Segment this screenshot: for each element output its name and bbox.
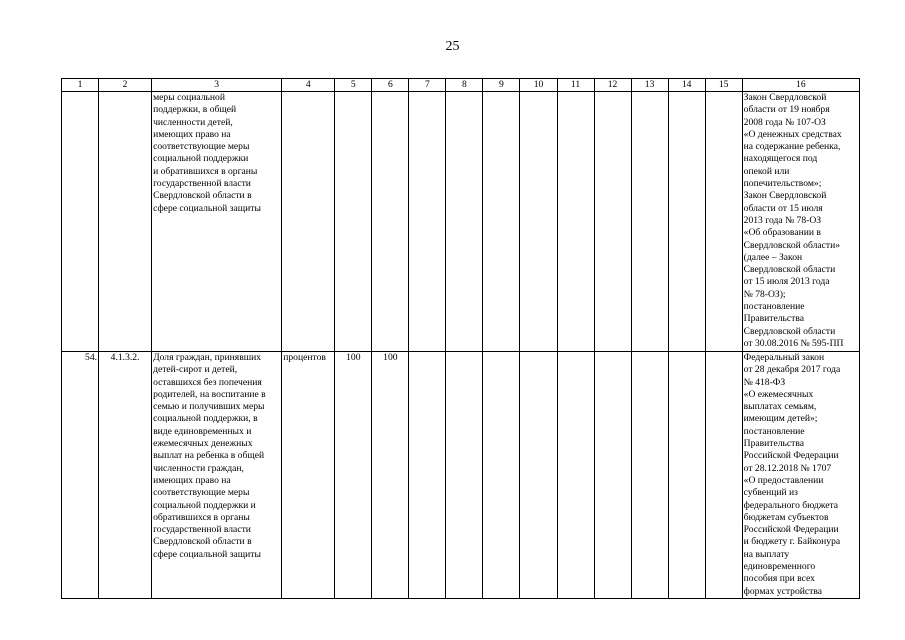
text-line: социальной поддержки и xyxy=(153,499,256,511)
text-line: от 28.12.2018 № 1707 xyxy=(743,462,832,474)
text-line: бюджетам субъектов xyxy=(743,511,829,523)
empty-cell xyxy=(446,352,483,599)
column-number: 11 xyxy=(557,79,594,92)
text-line: постановление xyxy=(743,425,805,437)
row-code: 4.1.3.2. xyxy=(99,352,152,599)
text-line: Федеральный закон xyxy=(743,352,825,363)
column-number: 3 xyxy=(152,79,282,92)
row-code xyxy=(99,92,152,352)
text-line: на содержание ребенка, xyxy=(743,141,841,153)
column-number: 1 xyxy=(62,79,99,92)
text-line: детей-сирот и детей, xyxy=(153,364,238,376)
column-number: 4 xyxy=(282,79,335,92)
column-number: 12 xyxy=(594,79,631,92)
empty-cell xyxy=(594,92,631,352)
text-line: социальной поддержки xyxy=(153,153,249,165)
column-number: 14 xyxy=(668,79,705,92)
text-line: попечительством»; xyxy=(743,178,822,190)
text-line: Российской Федерации xyxy=(743,524,839,536)
text-line: поддержки, в общей xyxy=(153,104,237,116)
text-line: соответствующие меры xyxy=(153,487,250,499)
text-line: № 78-ОЗ); xyxy=(743,288,786,300)
legal-basis xyxy=(742,92,859,352)
empty-cell xyxy=(631,92,668,352)
text-line: численности детей, xyxy=(153,116,233,128)
text-line: Свердловской области в xyxy=(153,190,252,202)
table-row xyxy=(62,92,860,352)
column-number: 5 xyxy=(335,79,372,92)
page-number: 25 xyxy=(445,39,460,54)
unit-cell: процентов xyxy=(282,352,335,599)
text-line: федерального бюджета xyxy=(743,499,839,511)
text-line: виде единовременных и xyxy=(153,425,252,437)
empty-cell xyxy=(631,352,668,599)
text-line: имеющих право на xyxy=(153,128,231,140)
text-line: Закон Свердловской xyxy=(743,92,827,103)
column-number: 15 xyxy=(705,79,742,92)
text-line: «О денежных средствах xyxy=(743,128,842,140)
text-line: сфере социальной защиты xyxy=(153,202,261,214)
text-line: области от 19 ноября xyxy=(743,104,830,116)
column-number: 9 xyxy=(483,79,520,92)
column-number: 10 xyxy=(520,79,557,92)
text-line: семью и получивших меры xyxy=(153,401,265,413)
indicator-description xyxy=(152,352,282,599)
text-line: от 30.08.2016 № 595-ПП xyxy=(743,337,844,349)
text-line: опекой или xyxy=(743,165,790,177)
text-line: сфере социальной защиты xyxy=(153,548,261,560)
text-line: находящегося под xyxy=(743,153,818,165)
text-line: Доля граждан, принявших xyxy=(153,352,262,363)
empty-cell xyxy=(668,352,705,599)
text-line: Свердловской области в xyxy=(153,536,252,548)
text-line: Свердловской области xyxy=(743,264,836,276)
text-line: и бюджету г. Байконура xyxy=(743,536,841,548)
unit-cell xyxy=(282,92,335,352)
text-line: «Об образовании в xyxy=(743,227,821,239)
text-line: Правительства xyxy=(743,438,805,450)
row-number xyxy=(62,92,99,352)
empty-cell xyxy=(557,352,594,599)
text-line: имеющим детей»; xyxy=(743,413,818,425)
text-line: Российской Федерации xyxy=(743,450,839,462)
text-line: и обратившихся в органы xyxy=(153,165,258,177)
text-line: государственной власти xyxy=(153,178,251,190)
legal-basis xyxy=(742,352,859,599)
text-line: на выплату xyxy=(743,548,790,560)
value-cell xyxy=(335,92,372,352)
text-line: соответствующие меры xyxy=(153,141,250,153)
empty-cell xyxy=(409,92,446,352)
text-line: имеющих право на xyxy=(153,474,231,486)
column-number: 7 xyxy=(409,79,446,92)
indicator-description xyxy=(152,92,282,352)
text-line: Правительства xyxy=(743,313,805,325)
empty-cell xyxy=(409,352,446,599)
text-line: 2008 года № 107-ОЗ xyxy=(743,116,826,128)
text-line: численности граждан, xyxy=(153,462,244,474)
text-line: «О предоставлении xyxy=(743,474,824,486)
column-number: 6 xyxy=(372,79,409,92)
text-line: Закон Свердловской xyxy=(743,190,827,202)
value-cell: 100 xyxy=(335,352,372,599)
text-line: 2013 года № 78-ОЗ xyxy=(743,214,822,226)
table-row xyxy=(62,352,860,599)
text-line: ежемесячных денежных xyxy=(153,438,253,450)
text-line: № 418-ФЗ xyxy=(743,376,786,388)
empty-cell xyxy=(483,92,520,352)
text-line: выплат на ребенка в общей xyxy=(153,450,265,462)
text-line: социальной поддержки, в xyxy=(153,413,258,425)
column-number: 13 xyxy=(631,79,668,92)
text-line: от 28 декабря 2017 года xyxy=(743,364,841,376)
text-line: выплатах семьям, xyxy=(743,401,817,413)
row-number: 54. xyxy=(62,352,99,599)
text-line: постановление xyxy=(743,301,805,313)
empty-cell xyxy=(705,352,742,599)
text-line: (далее – Закон xyxy=(743,251,803,263)
text-line: формах устройства xyxy=(743,585,822,597)
column-number: 8 xyxy=(446,79,483,92)
value-cell xyxy=(372,92,409,352)
text-line: Свердловской области» xyxy=(743,239,841,251)
text-line: единовременного xyxy=(743,561,816,573)
column-number: 16 xyxy=(742,79,859,92)
empty-cell xyxy=(594,352,631,599)
text-line: государственной власти xyxy=(153,524,251,536)
text-line: «О ежемесячных xyxy=(743,388,814,400)
text-line: родителей, на воспитание в xyxy=(153,388,266,400)
empty-cell xyxy=(557,92,594,352)
text-line: меры социальной xyxy=(153,92,225,103)
empty-cell xyxy=(520,352,557,599)
value-cell: 100 xyxy=(372,352,409,599)
text-line: пособия при всех xyxy=(743,573,815,585)
empty-cell xyxy=(705,92,742,352)
column-number-row xyxy=(62,79,860,92)
text-line: оставшихся без попечения xyxy=(153,376,262,388)
indicator-table xyxy=(61,78,860,599)
empty-cell xyxy=(483,352,520,599)
empty-cell xyxy=(520,92,557,352)
text-line: обратившихся в органы xyxy=(153,511,250,523)
empty-cell xyxy=(668,92,705,352)
empty-cell xyxy=(446,92,483,352)
text-line: Свердловской области xyxy=(743,325,836,337)
text-line: области от 15 июля xyxy=(743,202,823,214)
text-line: от 15 июля 2013 года xyxy=(743,276,830,288)
text-line: субвенций из xyxy=(743,487,798,499)
column-number: 2 xyxy=(99,79,152,92)
